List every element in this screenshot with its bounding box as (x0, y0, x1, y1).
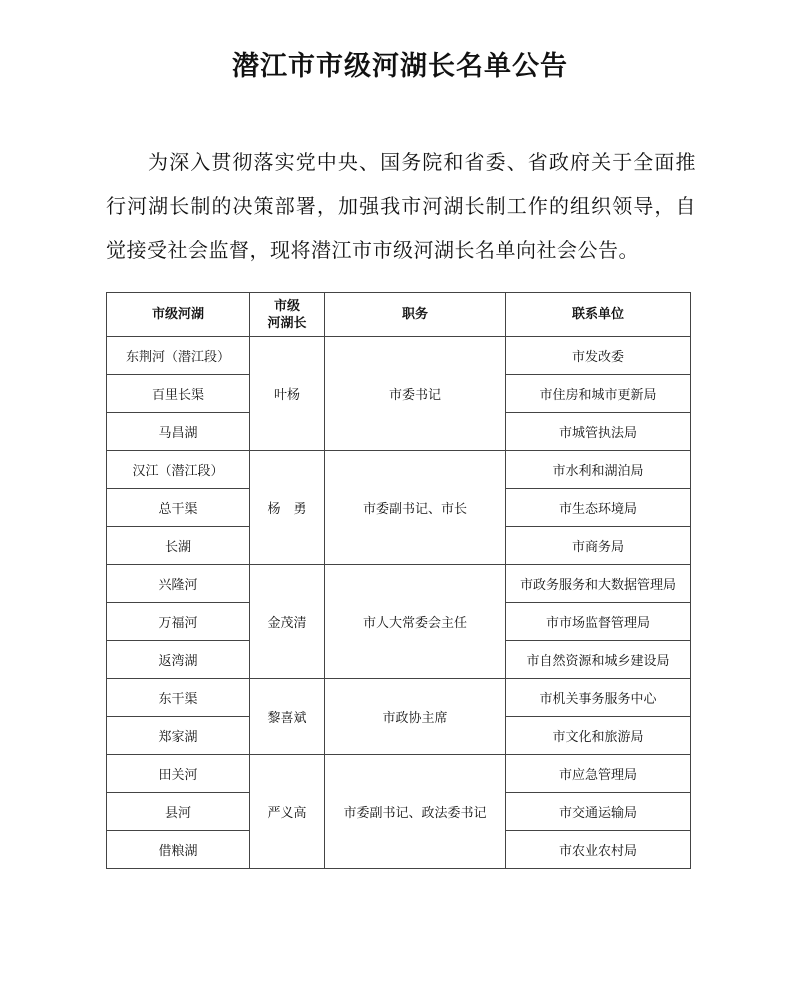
header-unit: 联系单位 (506, 293, 691, 337)
unit-cell: 市住房和城市更新局 (506, 375, 691, 413)
post-cell: 市委副书记、政法委书记 (325, 755, 506, 869)
river-cell: 借粮湖 (107, 831, 250, 869)
chief-cell: 黎喜斌 (250, 679, 325, 755)
river-cell: 返湾湖 (107, 641, 250, 679)
river-cell: 万福河 (107, 603, 250, 641)
unit-cell: 市市场监督管理局 (506, 603, 691, 641)
post-cell: 市人大常委会主任 (325, 565, 506, 679)
unit-cell: 市城管执法局 (506, 413, 691, 451)
header-chief-line2: 河湖长 (267, 315, 307, 331)
unit-cell: 市商务局 (506, 527, 691, 565)
river-cell: 百里长渠 (107, 375, 250, 413)
header-chief (250, 293, 325, 337)
river-cell: 田关河 (107, 755, 250, 793)
intro-paragraph: 为深入贯彻落实党中央、国务院和省委、省政府关于全面推行河湖长制的决策部署，加强我市河湖长制工作的组织领导，自觉接受社会监督，现将潜江市市级河湖长名单向社会公告。 (106, 150, 696, 262)
header-chief-line1: 市级 (273, 298, 300, 314)
post-cell: 市委副书记、市长 (325, 451, 506, 565)
table-row (107, 679, 691, 717)
river-cell: 长湖 (107, 527, 250, 565)
river-cell: 县河 (107, 793, 250, 831)
table-row (107, 451, 691, 489)
unit-cell: 市自然资源和城乡建设局 (506, 641, 691, 679)
river-cell: 汉江（潜江段） (107, 451, 250, 489)
table-row (107, 337, 691, 375)
chief-cell: 严义高 (250, 755, 325, 869)
unit-cell: 市农业农村局 (506, 831, 691, 869)
river-cell: 兴隆河 (107, 565, 250, 603)
table-header-row (107, 293, 691, 337)
post-cell: 市政协主席 (325, 679, 506, 755)
unit-cell: 市水利和湖泊局 (506, 451, 691, 489)
unit-cell: 市政务服务和大数据管理局 (506, 565, 691, 603)
river-cell: 郑家湖 (107, 717, 250, 755)
unit-cell: 市交通运输局 (506, 793, 691, 831)
table-row (107, 565, 691, 603)
chief-cell: 金茂清 (250, 565, 325, 679)
document-title: 潜江市市级河湖长名单公告 (232, 51, 568, 82)
table-row (107, 755, 691, 793)
river-cell: 总干渠 (107, 489, 250, 527)
unit-cell: 市应急管理局 (506, 755, 691, 793)
chief-cell: 杨 勇 (250, 451, 325, 565)
unit-cell: 市机关事务服务中心 (506, 679, 691, 717)
header-river: 市级河湖 (107, 293, 250, 337)
unit-cell: 市发改委 (506, 337, 691, 375)
unit-cell: 市生态环境局 (506, 489, 691, 527)
post-cell: 市委书记 (325, 337, 506, 451)
river-chief-table (106, 292, 691, 869)
river-cell: 东干渠 (107, 679, 250, 717)
chief-cell: 叶杨 (250, 337, 325, 451)
river-cell: 东荆河（潜江段） (107, 337, 250, 375)
river-cell: 马昌湖 (107, 413, 250, 451)
unit-cell: 市文化和旅游局 (506, 717, 691, 755)
header-post: 职务 (325, 293, 506, 337)
